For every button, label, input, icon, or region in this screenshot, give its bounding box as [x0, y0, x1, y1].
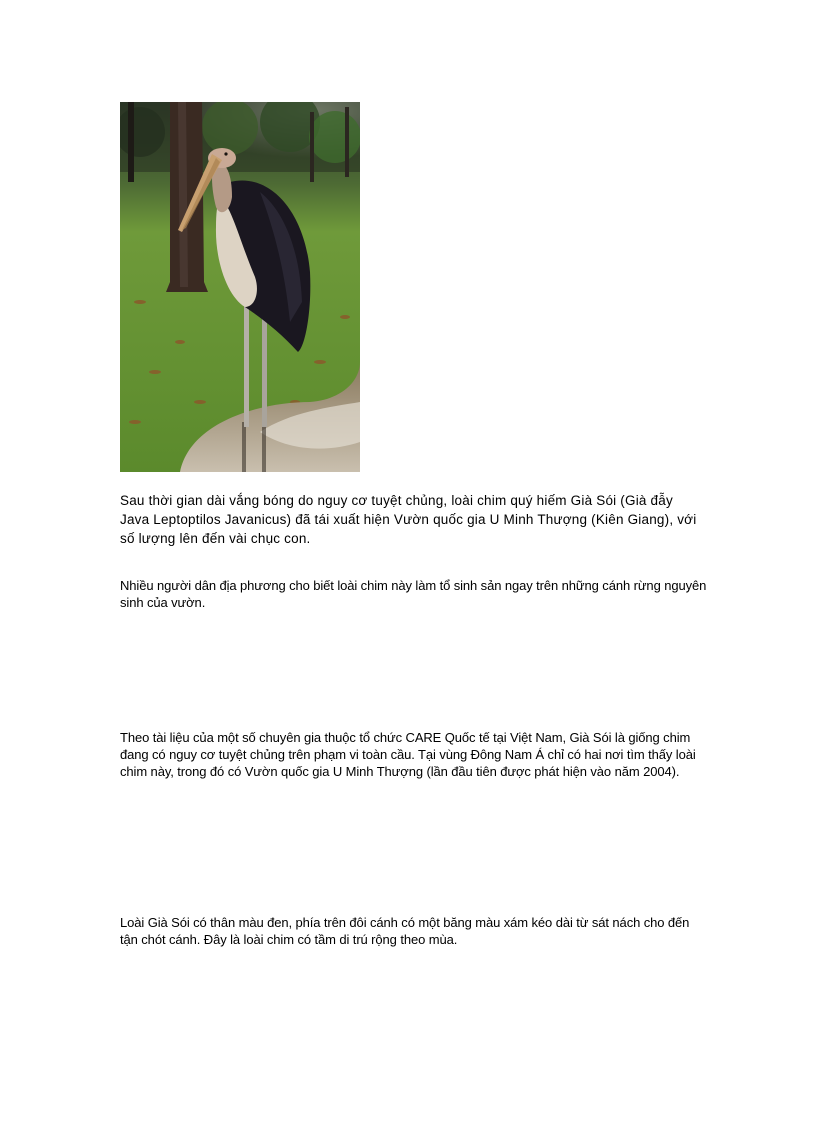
stork-photo [120, 102, 360, 472]
paragraph-intro: Sau thời gian dài vắng bóng do nguy cơ tuyệt chủng, loài chim quý hiếm Già Sói (Già đẫy Java Leptoptilos Javanicus) đã tái xuất hiện Vườn quốc gia U Minh Thượng (Kiên Giang), với số lượng lên đến vài chục con. [120, 493, 697, 546]
paragraph-nesting: Nhiều người dân địa phương cho biết loài chim này làm tổ sinh sản ngay trên những cánh rừng nguyên sinh của vườn. [120, 578, 707, 610]
paragraph-description: Loài Già Sói có thân màu đen, phía trên đôi cánh có một băng màu xám kéo dài từ sát nách cho đến tận chót cánh. Đây là loài chim có tầm di trú rộng theo mùa. [120, 915, 690, 947]
paragraph-conservation: Theo tài liệu của một số chuyên gia thuộc tổ chức CARE Quốc tế tại Việt Nam, Già Sói là giống chim đang có nguy cơ tuyệt chủng trên phạm vi toàn cầu. Tại vùng Đông Nam Á chỉ có hai nơi tìm thấy loài chim này, trong đó có Vườn quốc gia U Minh Thượng (lần đầu tiên được phát hiện vào năm 2004). [120, 730, 696, 779]
